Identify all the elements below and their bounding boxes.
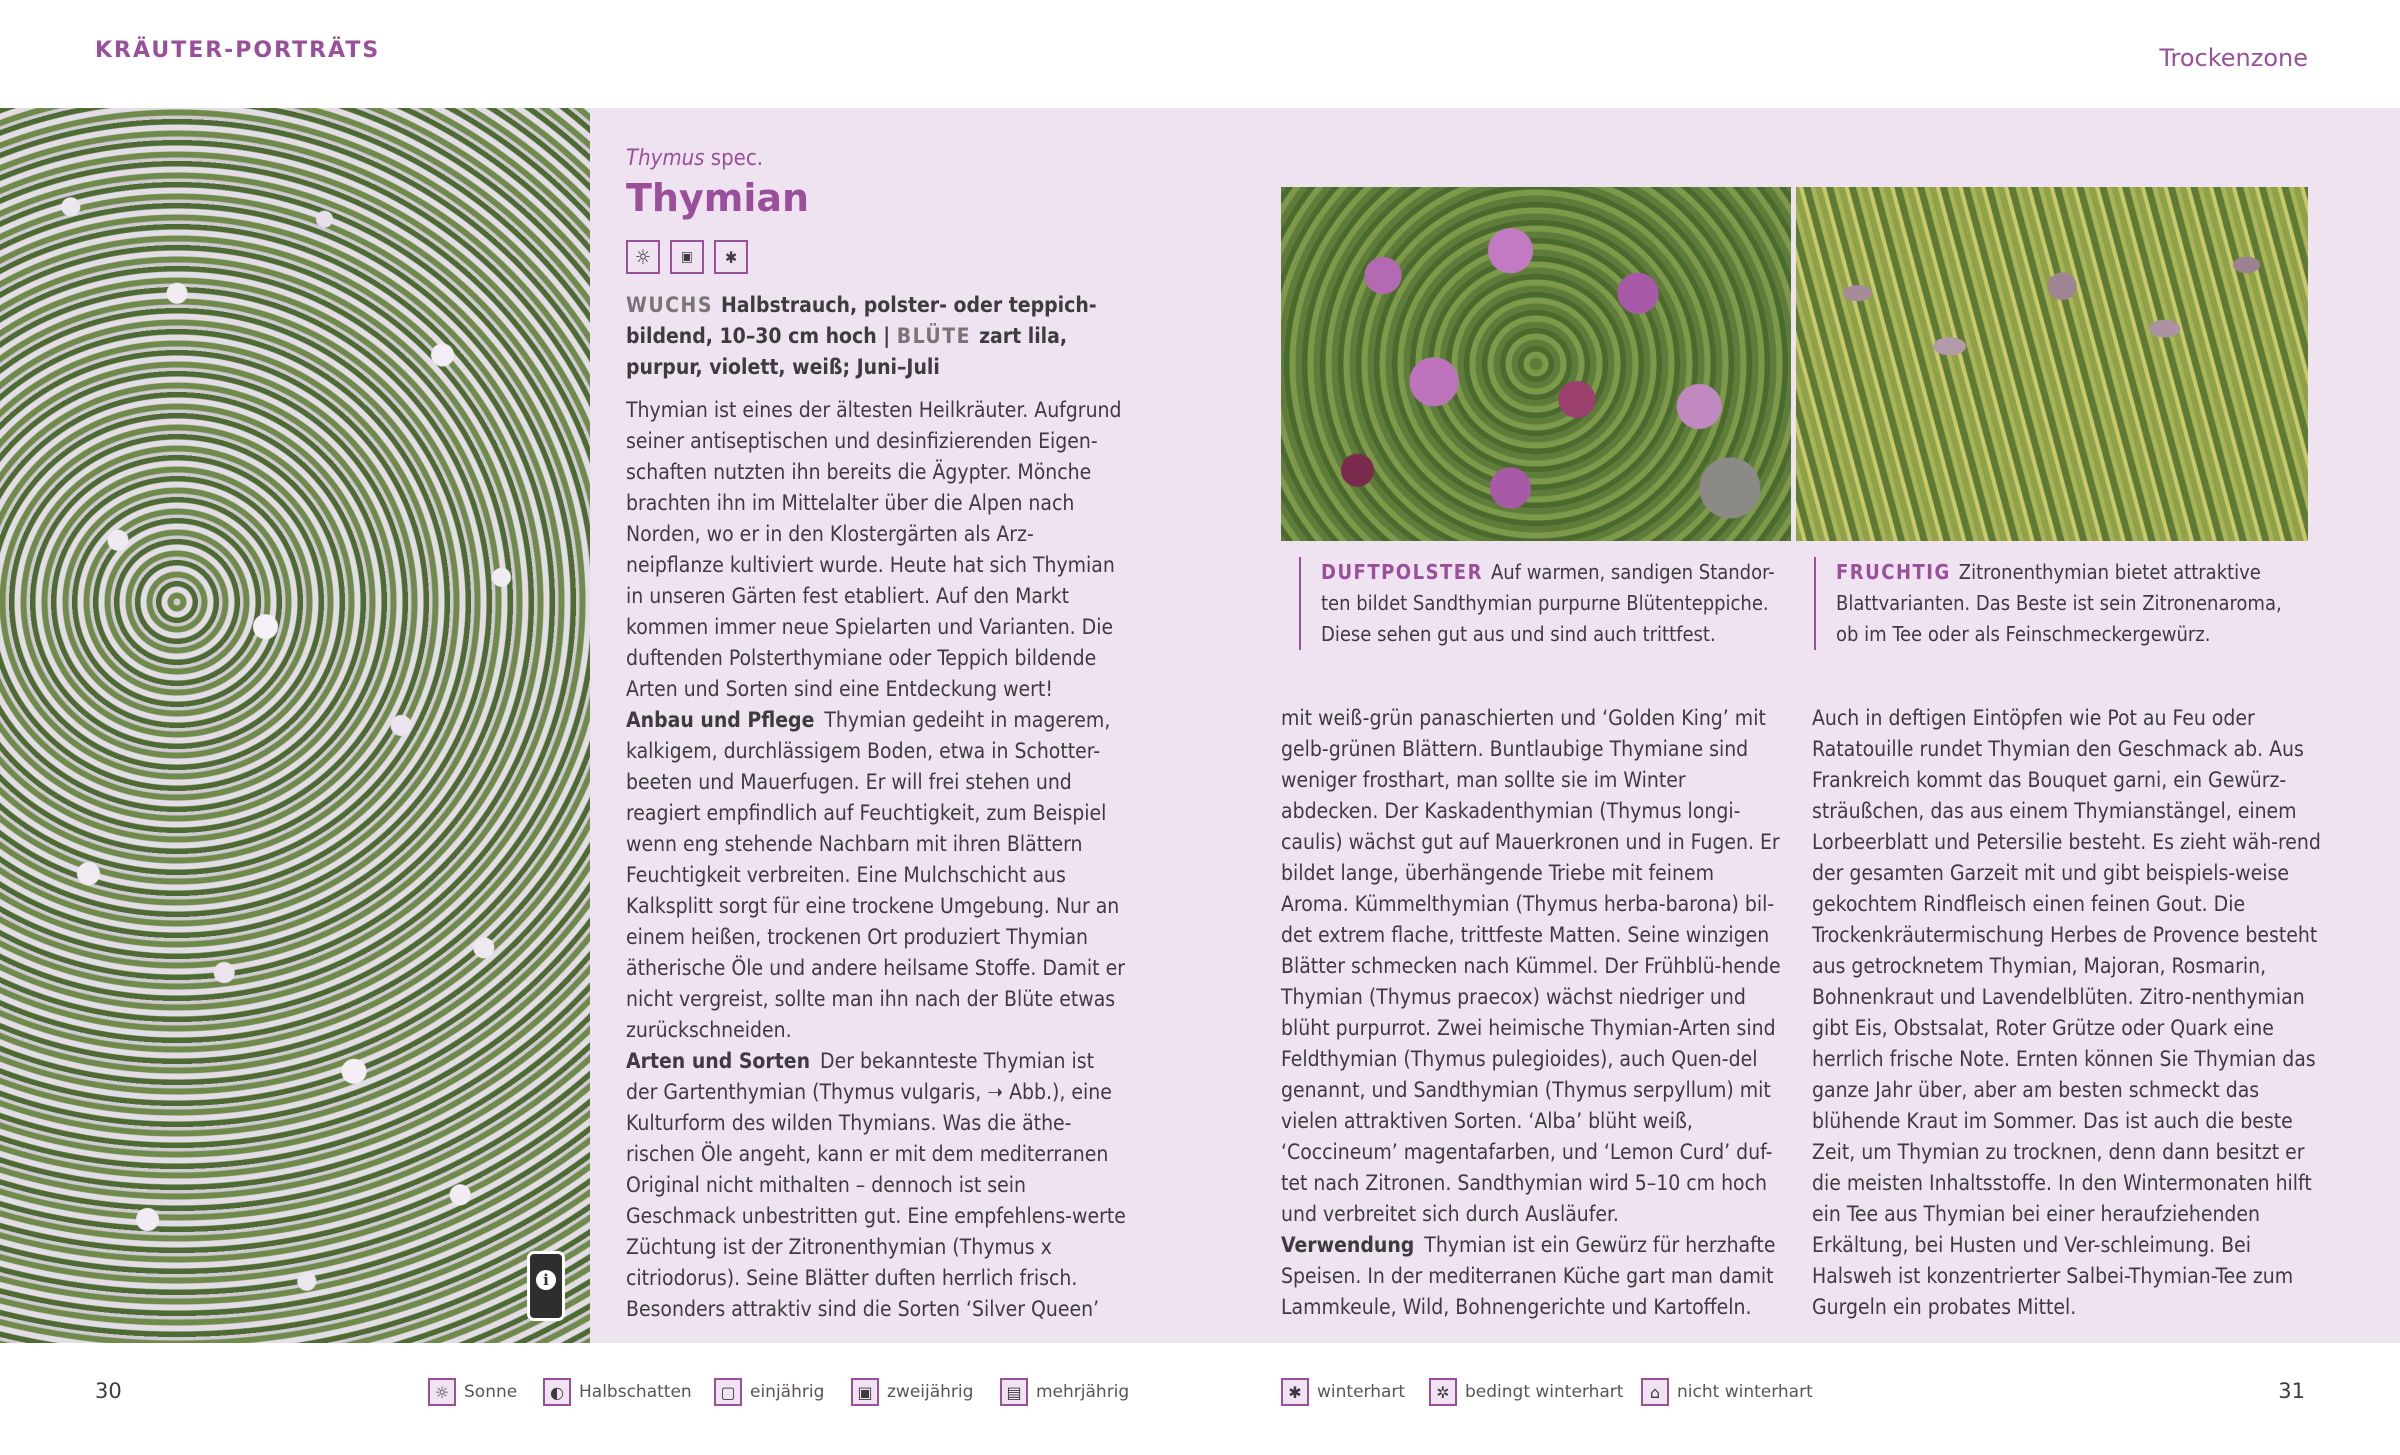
caption-duftpolster-heading: DUFTPOLSTER: [1321, 560, 1483, 584]
usage-paragraph: Auch in deftigen Eintöpfen wie Pot au Feu oder Ratatouille rundet Thymian den Geschmack ab. Aus Frankreich kommt das Bouquet garni, ein Gewürz-sträußchen, das aus einem Thymianstängel, einem Lorbeerblatt und Petersilie besteht. Es zieht wäh-rend der gesamten Garzeit mit und gibt beispiels-weise gekochtem Rindfleisch einen feinen Gout. Die Trockenkräutermischung Herbes de Provence besteht aus getrocknetem Thymian, Majoran, Rosmarin, Bohnenkraut und Lavendelblüten. Zitro-nenthymian gibt Eis, Obstsalat, Roter Grütze oder Quark eine herrlich frische Note. Ernten können Sie Thymian das ganze Jahr über, aber am besten schmeckt das blühende Kraut im Sommer. Das ist auch die beste Zeit, um Thymian zu trocknen, denn dann besitzt er die meisten Inhaltsstoffe. In den Wintermonaten hilft ein Tee aus Thymian bei einer heraufziehenden Erkältung, bei Husten und Ver-schleimung. Bei Halsweh ist konzentrierter Salbei-Thymian-Tee zum Gurgeln ein probates Mittel.: [1812, 706, 2321, 1319]
caption-duftpolster: [1299, 557, 1791, 650]
legend-label: mehrjährig: [1036, 1382, 1130, 1402]
annual-icon: ▢: [714, 1378, 742, 1406]
wuchs-label: WUCHS: [626, 293, 713, 317]
legend-item-nicht-winterhart: [1641, 1378, 1813, 1406]
perennial-icon: ▤: [1000, 1378, 1028, 1406]
legend-label: zweijährig: [887, 1382, 974, 1402]
arten-heading: Arten und Sorten: [626, 1049, 811, 1073]
arten-text: Der bekannteste Thymian ist der Gartenthymian (Thymus vulgaris, ➝ Abb.), eine Kulturform des wilden Thymians. Was die äthe-rischen Öle angeht, kann er mit dem mediterranen Original nicht mithalten – dennoch ist sein Geschmack unbestritten gut. Eine empfehlens-werte Züchtung ist der Zitronenthymian (Thymus x citriodorus). Seine Blätter duften herrlich frisch. Besonders attraktiv sind die Sorten ‘Silver Queen’: [626, 1049, 1126, 1321]
verwendung-heading: Verwendung: [1281, 1233, 1415, 1257]
latin-suffix: spec.: [710, 146, 764, 171]
legend-label: bedingt winterhart: [1465, 1382, 1624, 1402]
sun-icon: ☼: [626, 240, 660, 274]
info-phone-icon[interactable]: i: [527, 1251, 565, 1321]
page-number-left: 30: [95, 1379, 122, 1403]
biennial-icon: ▣: [851, 1378, 879, 1406]
caption-fruchtig-heading: FRUCHTIG: [1836, 560, 1951, 584]
hardy-icon: ✱: [714, 240, 748, 274]
text-column-1: [626, 395, 1131, 1325]
legend-label: einjährig: [750, 1382, 825, 1402]
latin-name: [626, 146, 763, 171]
caption-fruchtig: [1814, 557, 2306, 650]
text-column-3: [1812, 703, 2322, 1323]
anbau-text: Thymian gedeiht in magerem, kalkigem, durchlässigem Boden, etwa in Schotter-beeten und Mauerfugen. Er will frei stehen und reagiert empfindlich auf Feuchtigkeit, zum Beispiel wenn eng stehende Nachbarn mit ihren Blättern Feuchtigkeit verbreiten. Eine Mulchschicht aus Kalksplitt sorgt für eine trockene Umgebung. Nur an einem heißen, trockenen Ort produziert Thymian ätherische Öle und andere heilsame Stoffe. Damit er nicht vergreist, sollte man ihn nach der Blüte etwas zurückschneiden.: [626, 708, 1125, 1042]
biennial-icon: ▣: [670, 240, 704, 274]
legend-label: Sonne: [464, 1382, 518, 1402]
intro-paragraph: Thymian ist eines der ältesten Heilkräuter. Aufgrund seiner antiseptischen und desinfizierenden Eigen-schaften nutzten ihn bereits die Ägypter. Mönche brachten ihn im Mittelalter über die Alpen nach Norden, wo er in den Klostergärten als Arz-neipflanze kultiviert wurde. Heute hat sich Thymian in unseren Gärten fest etabliert. Auf den Markt kommen immer neue Spielarten und Varianten. Die duftenden Polsterthymiane oder Teppich bildende Arten und Sorten sind eine Entdeckung wert!: [626, 398, 1122, 701]
legend-label: winterhart: [1317, 1382, 1406, 1402]
lemon-thyme-photo: [1796, 187, 2308, 541]
caption-duftpolster-text: Auf warmen, sandigen Standor-ten bildet Sandthymian purpurne Blütenteppiche. Diese sehen gut aus und sind auch trittfest.: [1321, 560, 1775, 646]
text-column-2: [1281, 703, 1786, 1323]
page-number-right: 31: [2278, 1379, 2305, 1403]
legend-item-winterhart: [1281, 1378, 1405, 1406]
section-header: KRÄUTER-PORTRÄTS: [95, 38, 381, 63]
bluete-text: zart lila, purpur, violett, weiß; Juni–Juli: [626, 324, 1068, 379]
arten-paragraph: [626, 1046, 1131, 1325]
wuchs-text: Halbstrauch, polster- oder teppich-bildend, 10–30 cm hoch |: [626, 293, 1097, 348]
legend-item-halbschatten: [543, 1378, 692, 1406]
latin-genus: Thymus: [626, 146, 705, 171]
varieties-paragraph: mit weiß-grün panaschierten und ‘Golden King’ mit gelb-grünen Blättern. Buntlaubige Thymiane sind weniger frosthart, man sollte sie im Winter abdecken. Der Kaskadenthymian (Thymus longi-caulis) wächst gut auf Mauerkronen und in Fugen. Er bildet lange, überhängende Triebe mit feinem Aroma. Kümmelthymian (Thymus herba-barona) bil-det extrem flache, trittfeste Matten. Seine winzigen Blätter schmecken nach Kümmel. Der Frühblü-hende Thymian (Thymus praecox) wächst niedriger und blüht purpurrot. Zwei heimische Thymian-Arten sind Feldthymian (Thymus pulegioides), auch Quen-del genannt, und Sandthymian (Thymus serpyllum) mit vielen attraktiven Sorten. ‘Alba’ blüht weiß, ‘Coccineum’ magentafarben, und ‘Lemon Curd’ duf-tet nach Zitronen. Sandthymian wird 5–10 cm hoch und verbreitet sich durch Ausläufer.: [1281, 706, 1781, 1226]
hardy-icon: ✱: [1281, 1378, 1309, 1406]
anbau-paragraph: [626, 705, 1131, 1046]
legend-label: nicht winterhart: [1677, 1382, 1813, 1402]
legend-label: Halbschatten: [579, 1382, 692, 1402]
half-shade-icon: ◐: [543, 1378, 571, 1406]
zone-header: Trockenzone: [2159, 44, 2308, 72]
partly-hardy-icon: ✲: [1429, 1378, 1457, 1406]
thyme-main-photo: [0, 108, 590, 1343]
caption-fruchtig-text: Zitronenthymian bietet attraktive Blattvarianten. Das Beste ist sein Zitronenaroma, ob im Tee oder als Feinschmeckergewürz.: [1836, 560, 2282, 646]
property-icons: [626, 240, 748, 274]
bluete-label: BLÜTE: [896, 324, 972, 348]
anbau-heading: Anbau und Pflege: [626, 708, 815, 732]
legend-item-einjaehrig: [714, 1378, 824, 1406]
not-hardy-icon: ⌂: [1641, 1378, 1669, 1406]
growth-info: [626, 290, 1126, 383]
sun-icon: ☼: [428, 1378, 456, 1406]
plant-title: Thymian: [626, 176, 810, 220]
legend-item-sonne: [428, 1378, 517, 1406]
verwendung-paragraph: [1281, 1230, 1786, 1323]
sand-thyme-photo: [1281, 187, 1791, 541]
legend-item-bedingt-winterhart: [1429, 1378, 1623, 1406]
legend-item-mehrjaehrig: [1000, 1378, 1129, 1406]
verwendung-text: Thymian ist ein Gewürz für herzhafte Speisen. In der mediterranen Küche gart man damit Lammkeule, Wild, Bohnengerichte und Kartoffeln.: [1281, 1233, 1776, 1319]
legend-item-zweijaehrig: [851, 1378, 973, 1406]
